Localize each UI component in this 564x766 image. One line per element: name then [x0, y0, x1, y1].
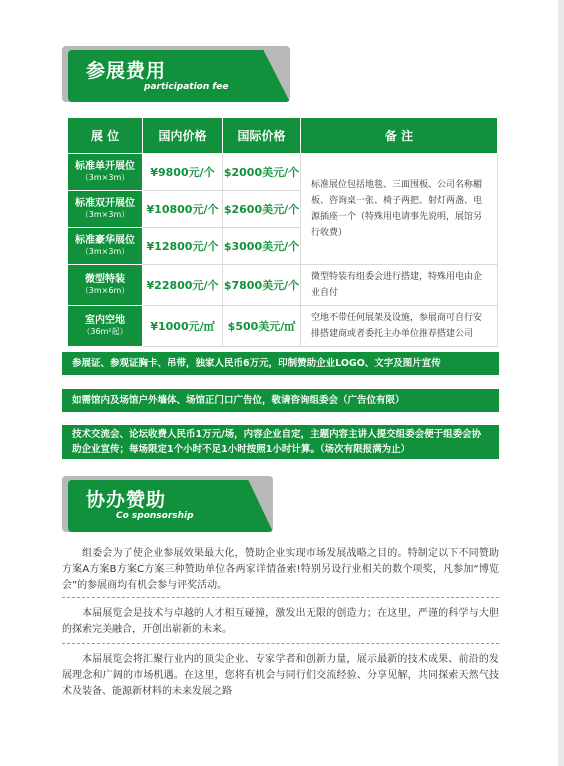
intl-price: $3000美元/个 [223, 228, 301, 265]
header-notes: 备 注 [301, 118, 498, 154]
header-intl-price: 国际价格 [223, 118, 301, 154]
intl-price: $2600美元/个 [223, 191, 301, 228]
section-subtitle-fee: participation fee [144, 82, 229, 92]
advertising-bar: 如需馆内及场馆户外墙体、场馆正门口广告位，敬请咨询组委会（广告位有限） [62, 389, 499, 412]
intl-price: $500美元/㎡ [223, 306, 301, 347]
standard-booth-note: 标准展位包括地毯、三面围板、公司名称楣板、咨询桌一张、椅子两把、射灯两盏、电源插座一个（特殊用电请事先说明，展馆另行收费） [301, 154, 498, 265]
booth-name: 标准豪华展位 [75, 235, 135, 247]
exhibition-paragraph [62, 652, 499, 700]
booth-cell [68, 228, 143, 265]
intl-price: $7800美元/个 [223, 265, 301, 306]
page-edge [558, 0, 564, 766]
booth-size: （3m×3m） [80, 247, 130, 257]
innovation-paragraph [62, 606, 499, 638]
table-row [68, 154, 498, 191]
booth-cell [68, 191, 143, 228]
micro-special-note: 微型特装有组委会进行搭建，特殊用电由企业自付 [301, 265, 498, 306]
section-title-fee: 参展费用 [86, 60, 167, 82]
badge-sponsorship-bar: 参展证、参观证胸卡、吊带，独家人民币6万元，印制赞助企业LOGO、文字及图片宣传 [62, 352, 499, 375]
fee-table [67, 117, 498, 347]
domestic-price: ¥12800元/个 [143, 228, 223, 265]
booth-size: （3m×3m） [80, 210, 130, 220]
forum-bar: 技术交流会、论坛收费人民币1万元/场，内容企业自定，主题内容主讲人提交组委会便于组委会协助企业宣传；每场限定1个小时不足1小时按照1小时计算。（场次有限报满为止） [62, 425, 499, 459]
booth-size: （3m×3m） [80, 173, 130, 183]
booth-cell [68, 306, 143, 347]
participation-fee-banner [62, 46, 294, 104]
co-sponsorship-banner [62, 476, 277, 534]
booth-name: 室内空地 [85, 315, 125, 327]
intl-price: $2000美元/个 [223, 154, 301, 191]
paragraph-text: 本届展览会将汇聚行业内的顶尖企业、专家学者和创新力量，展示最新的技术成果、前沿的发展理念和广阔的市场机遇。在这里，您将有机会与同行们交流经验、分享见解，共同探索天然气技术及装备、能源新材料的未来发展之路 [62, 654, 499, 697]
booth-size: （3m×6m） [80, 286, 130, 296]
paragraph-text: 本届展览会是技术与卓越的人才相互碰撞，激发出无限的创造力；在这里，严谨的科学与大胆的探索完美融合，开创出崭新的未来。 [62, 608, 499, 635]
header-booth: 展 位 [68, 118, 143, 154]
booth-name: 标准双开展位 [75, 198, 135, 210]
booth-cell [68, 154, 143, 191]
sponsorship-paragraph [62, 546, 499, 594]
domestic-price: ¥22800元/个 [143, 265, 223, 306]
booth-size: （36m²起） [82, 327, 128, 337]
open-space-note: 空地不带任何展架及设施，参展商可自行安排搭建商或者委托主办单位推荐搭建公司 [301, 306, 498, 347]
fee-table-header [68, 118, 498, 154]
section-title-sponsorship: 协办赞助 [86, 489, 167, 511]
section-subtitle-sponsorship: Co sponsorship [116, 511, 194, 521]
domestic-price: ¥1000元/㎡ [143, 306, 223, 347]
booth-cell [68, 265, 143, 306]
domestic-price: ¥10800元/个 [143, 191, 223, 228]
dashed-divider [62, 643, 499, 644]
table-row [68, 306, 498, 347]
paragraph-text: 组委会为了使企业参展效果最大化，赞助企业实现市场发展战略之目的。特制定以下不同赞助方案A方案B方案C方案三种赞助单位各两家详情备索!特别另设行业相关的数个项奖，凡参加“博览会”的参展商均有机会参与评奖活动。 [62, 548, 499, 591]
dashed-divider [62, 597, 499, 598]
booth-name: 微型特装 [85, 274, 125, 286]
header-domestic-price: 国内价格 [143, 118, 223, 154]
domestic-price: ¥9800元/个 [143, 154, 223, 191]
booth-name: 标准单开展位 [75, 161, 135, 173]
table-row [68, 265, 498, 306]
